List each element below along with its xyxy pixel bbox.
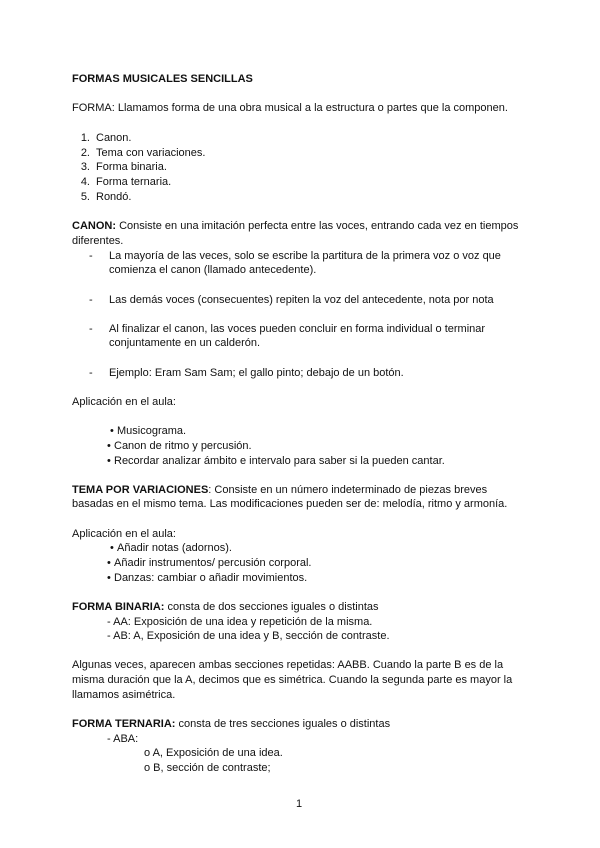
canon-text: Consiste en una imitación perfecta entre las voces, entrando cada vez en tiempos bbox=[119, 220, 519, 232]
tema-text: : Consiste en un número indeterminado de piezas breves bbox=[208, 484, 488, 496]
intro-text: Llamamos forma de una obra musical a la estructura o partes que la componen. bbox=[117, 102, 508, 114]
intro-label: FORMA: bbox=[72, 102, 115, 114]
canon-paragraph bbox=[72, 219, 518, 233]
binaria-item: - AB: A, Exposición de una idea y B, sección de contraste. bbox=[107, 630, 390, 642]
canon-application-label: Aplicación en el aula: bbox=[72, 396, 176, 408]
tema-application-item: • Añadir notas (adornos). bbox=[110, 542, 232, 554]
canon-point: - La mayoría de las veces, solo se escribe la partitura de la primera voz o voz que bbox=[89, 250, 501, 262]
list-number: 3. bbox=[80, 161, 90, 173]
list-item bbox=[72, 175, 171, 189]
binaria-heading: FORMA BINARIA: bbox=[72, 601, 165, 613]
binaria-item: - AA: Exposición de una idea y repetición de la misma. bbox=[107, 616, 373, 628]
list-item bbox=[72, 160, 167, 174]
binaria-note-line: llamamos asimétrica. bbox=[72, 689, 176, 701]
ternaria-paragraph bbox=[72, 717, 390, 731]
intro-paragraph bbox=[72, 101, 508, 115]
ternaria-subitem: o A, Exposición de una idea. bbox=[144, 747, 283, 759]
list-number: 5. bbox=[80, 191, 90, 203]
ternaria-text: consta de tres secciones iguales o distintas bbox=[178, 718, 391, 730]
canon-point: - Ejemplo: Eram Sam Sam; el gallo pinto; debajo de un botón. bbox=[89, 367, 404, 379]
list-number: 2. bbox=[80, 147, 90, 159]
list-label: Forma ternaria. bbox=[96, 176, 172, 188]
canon-application-item: • Musicograma. bbox=[110, 425, 187, 437]
canon-point: - Al finalizar el canon, las voces pueden concluir en forma individual o terminar bbox=[89, 323, 486, 335]
ternaria-heading: FORMA TERNARIA: bbox=[72, 718, 176, 730]
list-item bbox=[72, 131, 131, 145]
ternaria-subitem: o B, sección de contraste; bbox=[144, 762, 271, 774]
tema-application-item: • Danzas: cambiar o añadir movimientos. bbox=[107, 572, 308, 584]
page-number: 1 bbox=[296, 798, 303, 810]
binaria-note-line: Algunas veces, aparecen ambas secciones repetidas: AABB. Cuando la parte B es de la bbox=[72, 659, 504, 671]
canon-point-continued: comienza el canon (llamado antecedente). bbox=[109, 264, 317, 276]
list-item bbox=[72, 146, 205, 160]
canon-point: - Las demás voces (consecuentes) repiten la voz del antecedente, nota por nota bbox=[89, 294, 494, 306]
tema-paragraph bbox=[72, 483, 487, 497]
list-label: Tema con variaciones. bbox=[96, 147, 206, 159]
list-number: 4. bbox=[80, 176, 90, 188]
list-item bbox=[72, 190, 131, 204]
canon-text-continued: diferentes. bbox=[72, 235, 124, 247]
binaria-paragraph bbox=[72, 600, 379, 614]
list-label: Canon. bbox=[96, 132, 132, 144]
tema-heading: TEMA POR VARIACIONES bbox=[72, 484, 209, 496]
binaria-note-line: misma duración que la A, decimos que es simétrica. Cuando la segunda parte es mayor la bbox=[72, 674, 513, 686]
tema-text-continued: basadas en el mismo tema. Las modificaciones pueden ser de: melodía, ritmo y armonía. bbox=[72, 498, 508, 510]
tema-application-item: • Añadir instrumentos/ percusión corporal. bbox=[107, 557, 312, 569]
canon-application-item: • Recordar analizar ámbito e intervalo para saber si la pueden cantar. bbox=[107, 455, 445, 467]
list-label: Rondó. bbox=[96, 191, 132, 203]
canon-point-continued: conjuntamente en un calderón. bbox=[109, 337, 261, 349]
list-label: Forma binaria. bbox=[96, 161, 167, 173]
canon-application-item: • Canon de ritmo y percusión. bbox=[107, 440, 252, 452]
list-number: 1. bbox=[80, 132, 90, 144]
binaria-text: consta de dos secciones iguales o distintas bbox=[167, 601, 379, 613]
canon-heading: CANON: bbox=[72, 220, 116, 232]
tema-application-label: Aplicación en el aula: bbox=[72, 528, 176, 540]
ternaria-item: - ABA: bbox=[107, 733, 139, 745]
page-title: FORMAS MUSICALES SENCILLAS bbox=[72, 73, 253, 85]
